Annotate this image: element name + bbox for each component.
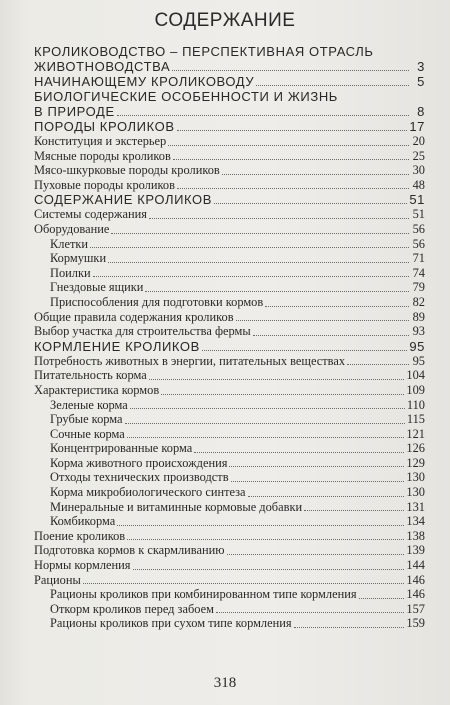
toc-entry-title: Отходы технических производств bbox=[50, 470, 229, 485]
toc-entry-title: НАЧИНАЮЩЕМУ КРОЛИКОВОДУ bbox=[34, 74, 255, 89]
toc-entry bbox=[34, 500, 425, 515]
toc-entry bbox=[34, 192, 425, 207]
toc-entry-page: 3 bbox=[417, 59, 425, 74]
toc-entry-page: 20 bbox=[412, 134, 425, 148]
dot-leader bbox=[145, 291, 409, 292]
dot-leader bbox=[304, 510, 404, 511]
toc-entry-page: 79 bbox=[412, 280, 425, 295]
toc-entry-page: 71 bbox=[412, 251, 425, 266]
toc-entry-page: 74 bbox=[412, 265, 425, 280]
toc-entry-title: СОДЕРЖАНИЕ КРОЛИКОВ bbox=[34, 192, 213, 208]
toc-entry-page: 82 bbox=[412, 294, 425, 309]
dot-leader bbox=[127, 539, 404, 540]
toc-entry-page: 109 bbox=[406, 382, 425, 397]
toc-entry-page: 17 bbox=[409, 119, 425, 134]
toc-entry-title: Рационы кроликов при комбинированном типе кормления bbox=[50, 587, 357, 602]
toc-entry bbox=[34, 324, 425, 339]
dot-leader bbox=[177, 188, 409, 189]
dot-leader bbox=[93, 276, 409, 277]
toc-entry bbox=[34, 470, 425, 485]
toc-entry-title: Минеральные и витаминные кормовые добавки bbox=[50, 499, 303, 514]
dot-leader bbox=[231, 481, 405, 482]
toc-entry-page: 95 bbox=[412, 353, 425, 368]
toc-entry-title: В ПРИРОДЕ bbox=[34, 104, 115, 119]
dot-leader bbox=[347, 364, 409, 365]
toc-entry-page: 56 bbox=[412, 236, 425, 251]
toc-entry bbox=[34, 266, 425, 281]
toc-entry bbox=[34, 295, 425, 310]
dot-leader bbox=[202, 350, 407, 351]
toc-entry-page: 93 bbox=[412, 324, 425, 339]
toc-entry-title: БИОЛОГИЧЕСКИЕ ОСОБЕННОСТИ И ЖИЗНЬ bbox=[34, 89, 338, 104]
toc-entry-title: Кормушки bbox=[50, 251, 107, 266]
toc-entry bbox=[34, 163, 425, 178]
toc-entry bbox=[34, 237, 425, 252]
toc-entry-title: Системы содержания bbox=[34, 207, 147, 222]
toc-entry bbox=[34, 207, 425, 222]
toc-entry-page: 30 bbox=[412, 163, 425, 178]
toc-entry-page: 134 bbox=[406, 514, 425, 529]
dot-leader bbox=[227, 554, 405, 555]
toc-entry-title: Комбикорма bbox=[50, 514, 116, 529]
toc-entry-title: Поилки bbox=[50, 265, 91, 280]
dot-leader bbox=[149, 218, 409, 219]
toc-entry bbox=[34, 573, 425, 588]
toc-entry bbox=[34, 543, 425, 558]
dot-leader bbox=[83, 583, 405, 584]
dot-leader bbox=[236, 320, 409, 321]
dot-leader bbox=[161, 394, 404, 395]
toc-entry-page: 25 bbox=[412, 148, 425, 163]
toc-entry-page: 8 bbox=[417, 104, 425, 119]
dot-leader bbox=[216, 612, 404, 613]
dot-leader bbox=[214, 203, 407, 204]
toc-entry-page: 51 bbox=[412, 207, 425, 222]
dot-leader bbox=[172, 70, 409, 71]
toc-entry-page: 139 bbox=[406, 543, 425, 558]
toc-entry-title: Нормы кормления bbox=[34, 558, 131, 573]
dot-leader bbox=[111, 233, 409, 234]
dot-leader bbox=[294, 627, 405, 628]
dot-leader bbox=[253, 335, 409, 336]
toc-entry-title: Мясо-шкурковые породы кроликов bbox=[34, 163, 220, 178]
dot-leader bbox=[125, 423, 405, 424]
toc-entry bbox=[34, 280, 425, 295]
toc-entry bbox=[34, 427, 425, 442]
toc-entry-title: Корма микробиологического синтеза bbox=[50, 485, 246, 500]
toc-entry bbox=[34, 354, 425, 369]
toc-entry-page: 115 bbox=[406, 412, 425, 427]
dot-leader bbox=[90, 247, 409, 248]
toc-entry bbox=[34, 59, 425, 74]
toc-entry-page: 51 bbox=[409, 192, 425, 208]
toc-entry-page: 104 bbox=[406, 368, 425, 383]
table-of-contents bbox=[34, 44, 425, 631]
toc-entry-page: 144 bbox=[406, 558, 425, 573]
toc-entry-title: Грубые корма bbox=[50, 412, 123, 427]
toc-entry-page: 157 bbox=[406, 601, 425, 616]
toc-entry-title: Сочные корма bbox=[50, 426, 125, 441]
toc-entry-title: Потребность животных в энергии, питательных веществах bbox=[34, 353, 346, 368]
toc-entry bbox=[34, 383, 425, 398]
toc-entry-page: 48 bbox=[412, 177, 425, 192]
toc-entry bbox=[34, 602, 425, 617]
page-title: СОДЕРЖАНИЕ bbox=[154, 10, 296, 31]
dot-leader bbox=[127, 437, 405, 438]
toc-entry-title: Приспособления для подготовки кормов bbox=[50, 294, 264, 309]
toc-entry-page: 56 bbox=[412, 221, 425, 236]
toc-entry bbox=[34, 222, 425, 237]
dot-leader bbox=[133, 569, 405, 570]
dot-leader bbox=[117, 525, 404, 526]
toc-entry-title: ПОРОДЫ КРОЛИКОВ bbox=[34, 119, 175, 134]
toc-entry-page: 129 bbox=[406, 455, 425, 470]
dot-leader bbox=[222, 174, 409, 175]
toc-entry-page: 5 bbox=[417, 74, 425, 89]
toc-entry-page: 146 bbox=[406, 587, 425, 602]
toc-entry bbox=[34, 529, 425, 544]
toc-entry-title: КРОЛИКОВОДСТВО – ПЕРСПЕКТИВНАЯ ОТРАСЛЬ bbox=[34, 44, 374, 59]
dot-leader bbox=[229, 466, 404, 467]
toc-entry-title: Оборудование bbox=[34, 221, 110, 236]
toc-entry bbox=[34, 310, 425, 325]
toc-entry bbox=[34, 119, 425, 134]
dot-leader bbox=[173, 159, 409, 160]
dot-leader bbox=[177, 130, 408, 131]
toc-entry bbox=[34, 587, 425, 602]
page-number: 318 bbox=[213, 675, 237, 691]
dot-leader bbox=[256, 85, 409, 86]
toc-entry-title: Клетки bbox=[50, 236, 89, 251]
toc-entry bbox=[34, 74, 425, 89]
dot-leader bbox=[168, 145, 409, 146]
dot-leader bbox=[194, 452, 404, 453]
dot-leader bbox=[248, 496, 405, 497]
toc-entry bbox=[34, 339, 425, 354]
toc-entry-title: Гнездовые ящики bbox=[50, 280, 144, 295]
toc-entry-page: 121 bbox=[406, 426, 425, 441]
toc-entry-page: 146 bbox=[406, 572, 425, 587]
toc-entry-page: 110 bbox=[406, 397, 425, 412]
toc-entry-title: КОРМЛЕНИЕ КРОЛИКОВ bbox=[34, 338, 200, 354]
toc-entry bbox=[34, 134, 425, 149]
toc-entry-title: Рационы bbox=[34, 572, 81, 587]
toc-entry bbox=[34, 485, 425, 500]
toc-entry bbox=[34, 44, 425, 59]
toc-entry-page: 89 bbox=[412, 309, 425, 324]
toc-entry bbox=[34, 412, 425, 427]
toc-entry-title: Концентрированные корма bbox=[50, 441, 193, 456]
toc-entry-title: Пуховые породы кроликов bbox=[34, 177, 175, 192]
toc-entry bbox=[34, 149, 425, 164]
toc-entry bbox=[34, 104, 425, 119]
toc-entry-title: Конституция и экстерьер bbox=[34, 134, 167, 148]
toc-entry-page: 138 bbox=[406, 528, 425, 543]
toc-entry-title: Подготовка кормов к скармливанию bbox=[34, 543, 225, 558]
toc-entry-title: Мясные породы кроликов bbox=[34, 148, 171, 163]
toc-entry-page: 159 bbox=[406, 616, 425, 631]
dot-leader bbox=[265, 306, 409, 307]
toc-entry-title: Корма животного происхождения bbox=[50, 455, 228, 470]
toc-entry-title: Зеленые корма bbox=[50, 397, 128, 412]
toc-entry bbox=[34, 456, 425, 471]
toc-entry-page: 131 bbox=[406, 499, 425, 514]
toc-entry-title: Рационы кроликов при сухом типе кормления bbox=[50, 616, 292, 631]
toc-entry bbox=[34, 251, 425, 266]
toc-entry-page: 130 bbox=[406, 470, 425, 485]
toc-entry bbox=[34, 558, 425, 573]
toc-entry bbox=[34, 616, 425, 631]
toc-entry bbox=[34, 398, 425, 413]
toc-entry-page: 130 bbox=[406, 485, 425, 500]
dot-leader bbox=[108, 262, 409, 263]
toc-entry bbox=[34, 89, 425, 104]
dot-leader bbox=[130, 408, 405, 409]
toc-entry bbox=[34, 178, 425, 193]
toc-entry-page: 95 bbox=[409, 338, 425, 354]
toc-entry-title: Питательность корма bbox=[34, 368, 147, 383]
dot-leader bbox=[359, 598, 405, 599]
toc-entry-title: Характеристика кормов bbox=[34, 382, 160, 397]
toc-entry bbox=[34, 514, 425, 529]
toc-entry bbox=[34, 368, 425, 383]
toc-entry-title: ЖИВОТНОВОДСТВА bbox=[34, 59, 171, 74]
toc-entry-title: Общие правила содержания кроликов bbox=[34, 309, 234, 324]
dot-leader bbox=[117, 115, 409, 116]
dot-leader bbox=[149, 379, 405, 380]
toc-entry-title: Выбор участка для строительства фермы bbox=[34, 324, 251, 339]
toc-entry-page: 126 bbox=[406, 441, 425, 456]
toc-entry-title: Поение кроликов bbox=[34, 528, 126, 543]
toc-entry-title: Откорм кроликов перед забоем bbox=[50, 601, 214, 616]
toc-entry bbox=[34, 441, 425, 456]
